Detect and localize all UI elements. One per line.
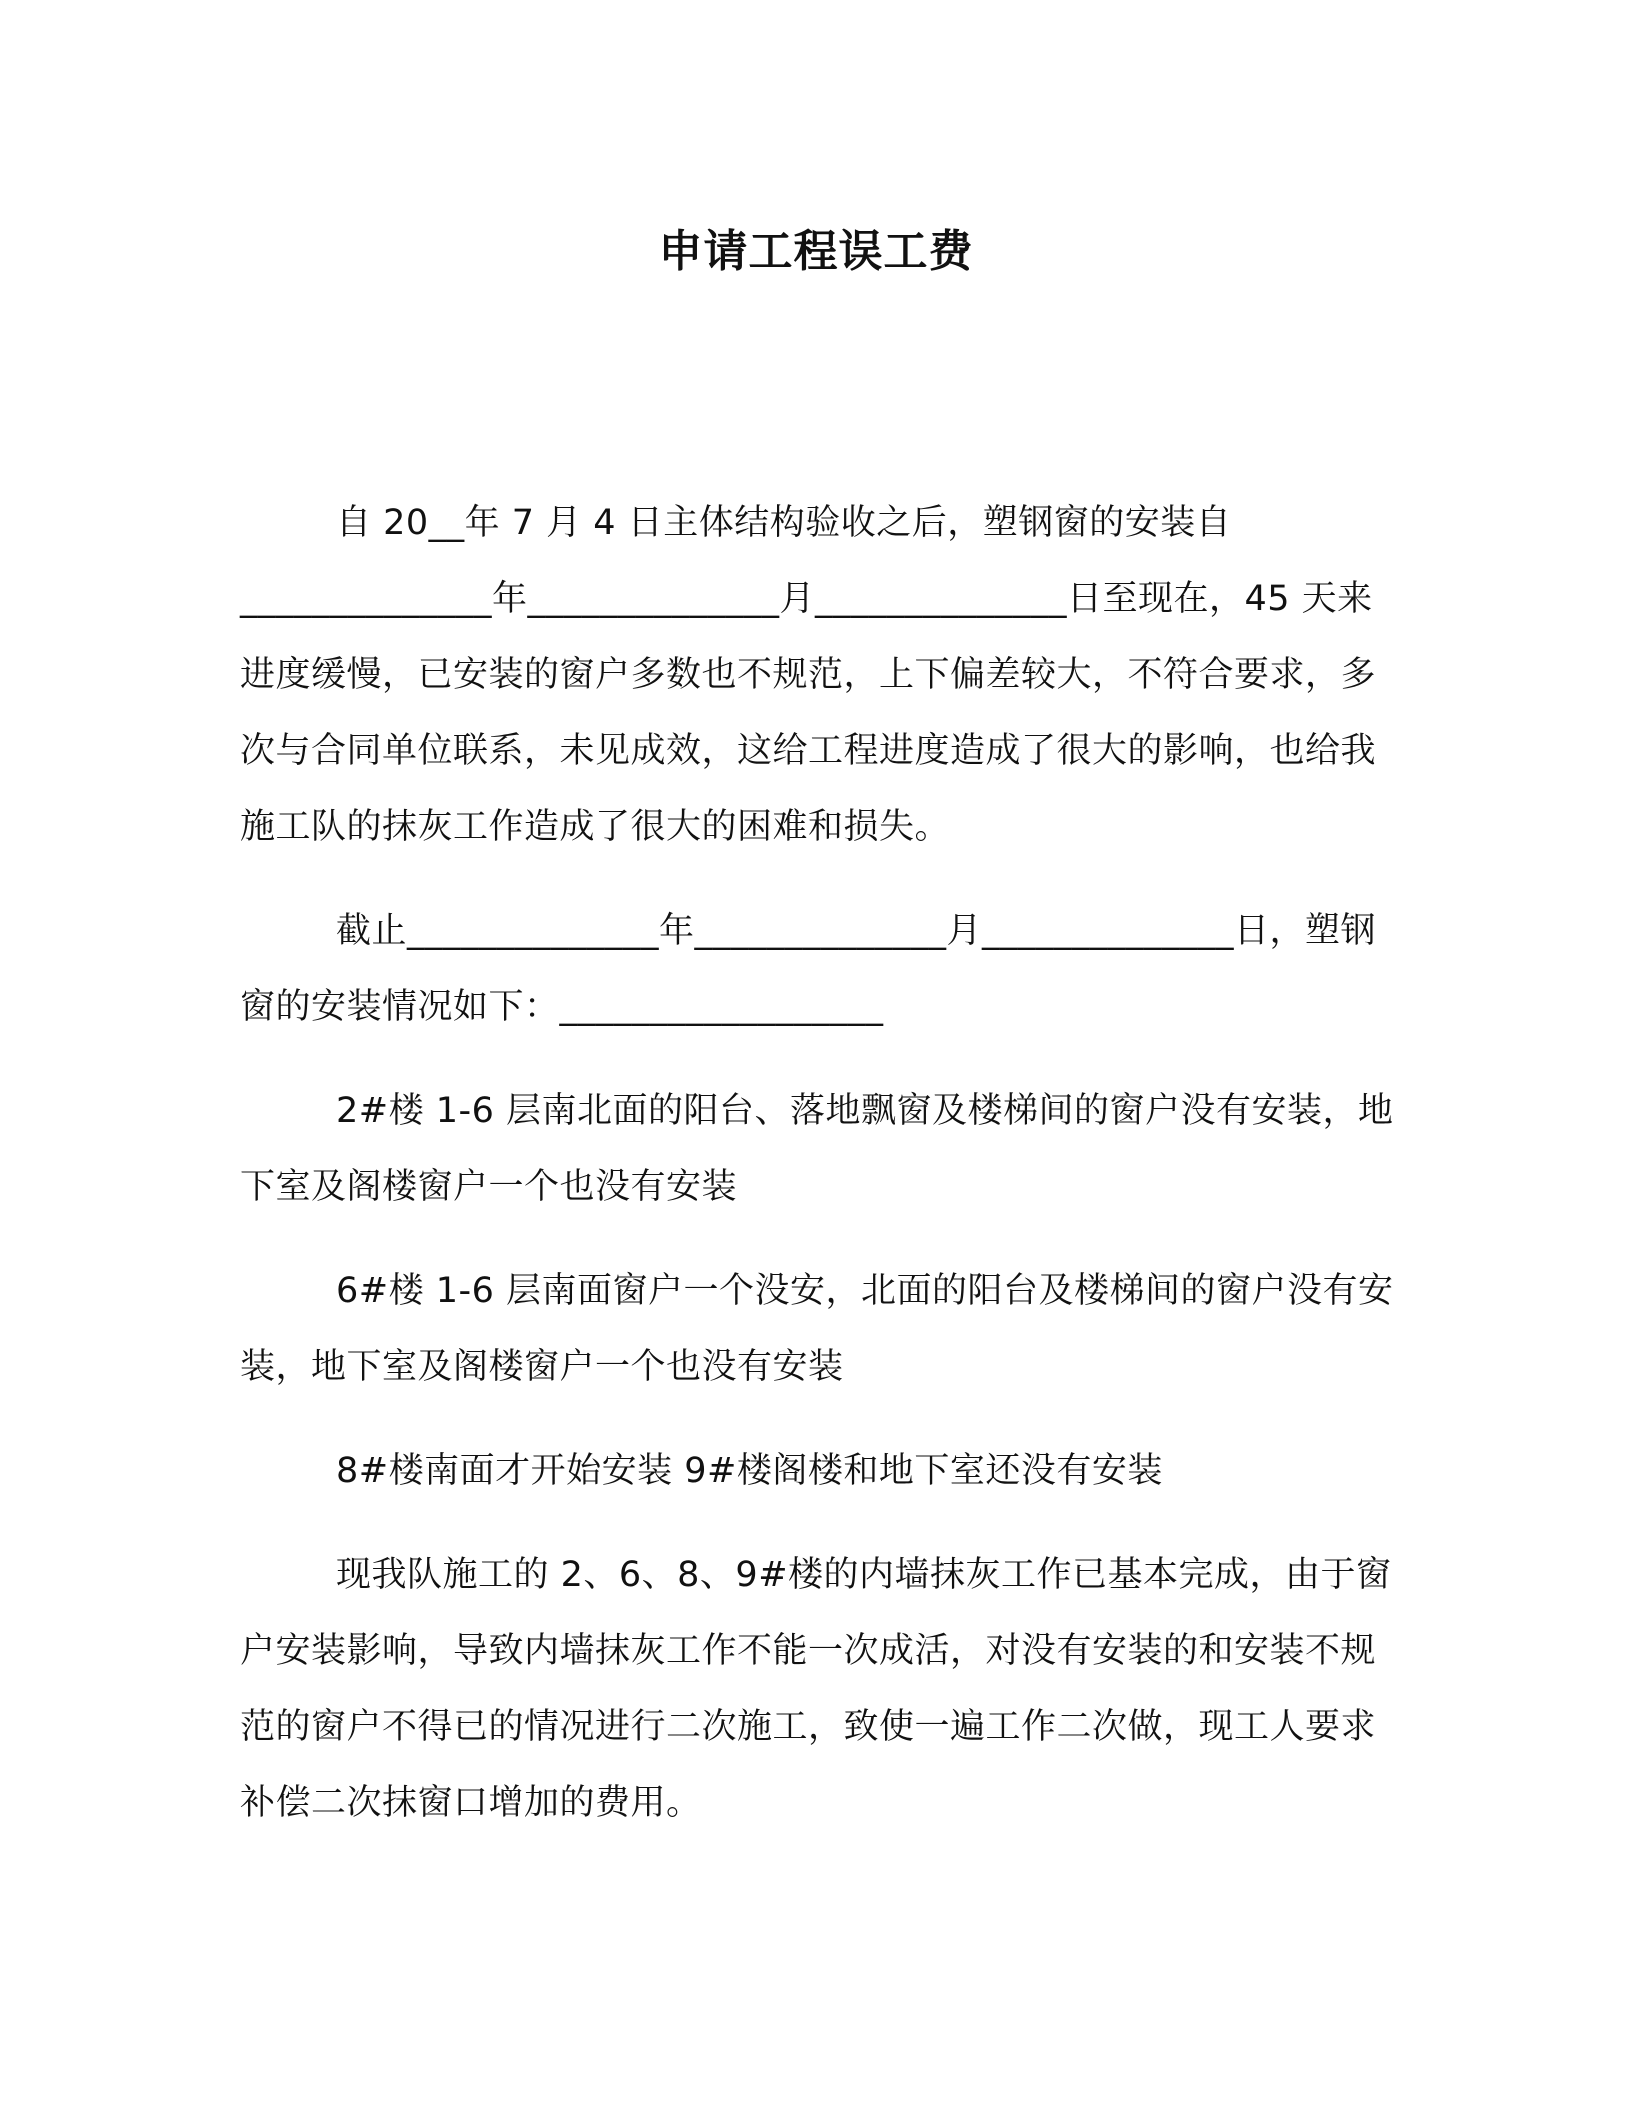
paragraph-delay-description: 自 20__年 7 月 4 日主体结构验收之后，塑钢窗的安装自______________年______________月______________日至现在，45 天来进度缓慢，已安装的窗户多数也不规范，上下偏差较大，不符合要求，多次与合同单位联系，未见成效，这给工程进度造成了很大的影响，也给我施工队的抹灰工作造成了很大的困难和损失。 xyxy=(240,503,1377,847)
document-body xyxy=(240,485,1395,1869)
paragraph-compensation-request: 现我队施工的 2、6、8、9#楼的内墙抹灰工作已基本完成，由于窗户安装影响，导致内墙抹灰工作不能一次成活，对没有安装的和安装不规范的窗户不得已的情况进行二次施工，致使一遍工作二次做，现工人要求补偿二次抹窗口增加的费用。 xyxy=(240,1555,1392,1823)
paragraph-building-8-9: 8#楼南面才开始安装 9#楼阁楼和地下室还没有安装 xyxy=(336,1451,1163,1491)
paragraph-building-6: 6#楼 1-6 层南面窗户一个没安，北面的阳台及楼梯间的窗户没有安装，地下室及阁楼窗户一个也没有安装 xyxy=(240,1271,1394,1387)
paragraph-installation-status-intro: 截止______________年______________月______________日，塑钢窗的安装情况如下：__________________ xyxy=(240,911,1377,1027)
document-title: 申请工程误工费 xyxy=(658,226,974,277)
paragraph-building-2: 2#楼 1-6 层南北面的阳台、落地飘窗及楼梯间的窗户没有安装，地下室及阁楼窗户一个也没有安装 xyxy=(240,1091,1394,1207)
